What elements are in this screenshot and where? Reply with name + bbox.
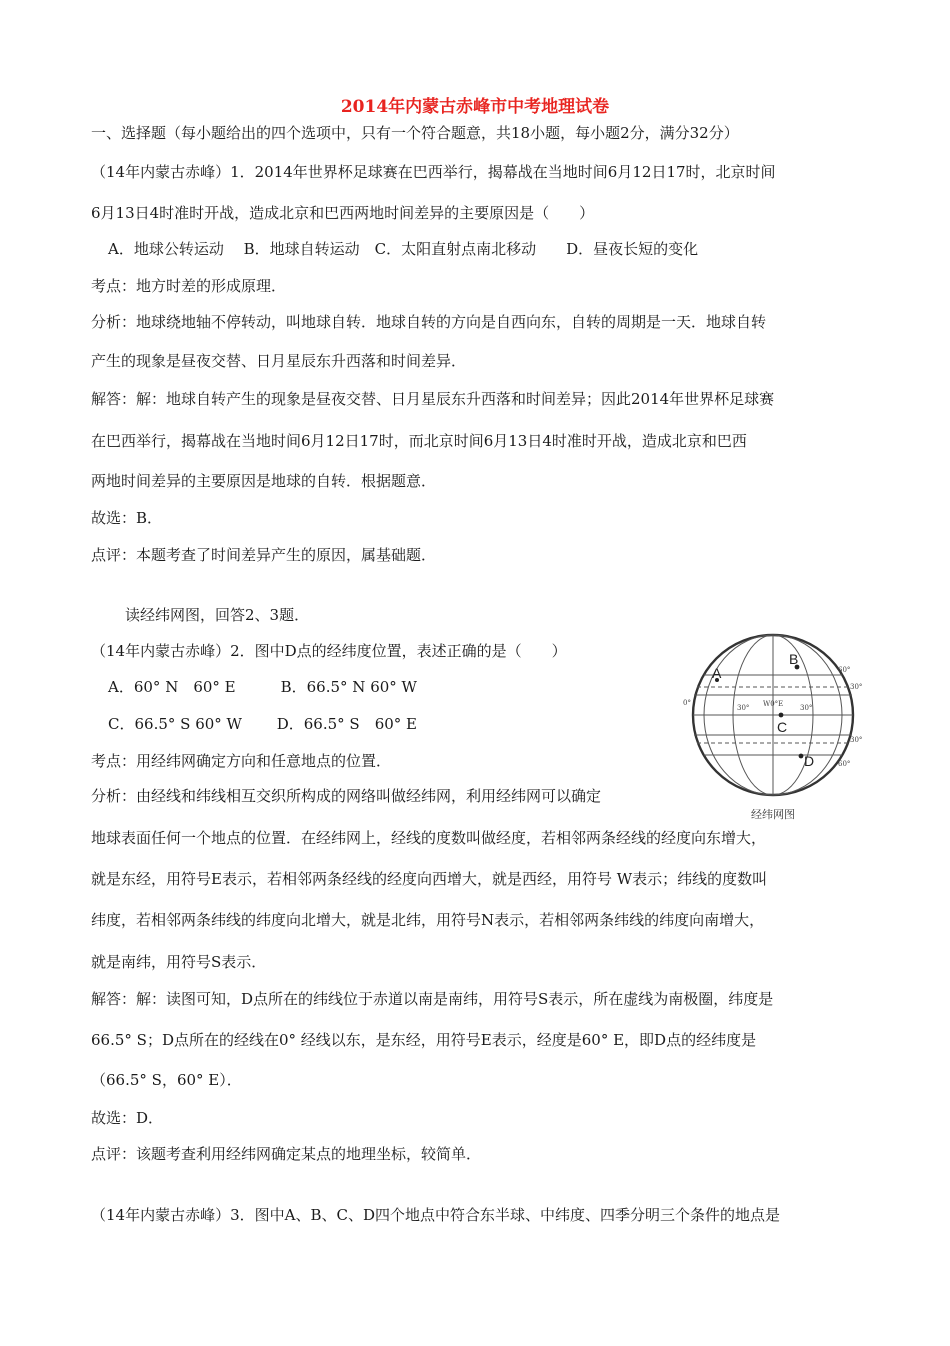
q1-analysis-line-1: 分析：地球绕地轴不停转动，叫地球自转．地球自转的方向是自西向东，自转的周期是一天．地球自转 <box>91 313 767 331</box>
q2-answer: 故选：D． <box>91 1109 164 1127</box>
lon-label-w30: 30° <box>737 704 750 712</box>
figure-caption: 经纬网图 <box>751 808 795 821</box>
graticule-globe <box>683 626 863 804</box>
q2-comment: 点评：该题考查利用经纬网确定某点的地理坐标，较简单． <box>91 1145 482 1163</box>
q2-kaodian: 考点：用经纬网确定方向和任意地点的位置． <box>91 752 392 770</box>
section-header: 一、选择题（每小题给出的四个选项中，只有一个符合题意，共18小题，每小题2分，满分32分） <box>91 124 739 142</box>
point-c-marker <box>779 713 784 718</box>
q1-stem-line-1: （14年内蒙古赤峰）1．2014年世界杯足球赛在巴西举行，揭幕战在当地时间6月12日17时，北京时间 <box>91 163 776 181</box>
q1-analysis-line-2: 产生的现象是昼夜交替、日月星辰东升西落和时间差异． <box>91 352 467 370</box>
q1-answer: 故选：B． <box>91 509 163 527</box>
lat-label-n60: 60° <box>838 666 851 674</box>
lon-label-e30: 30° <box>800 704 813 712</box>
point-a-label: A <box>712 665 722 681</box>
q1-stem-line-2: 6月13日4时准时开战，造成北京和巴西两地时间差异的主要原因是（ ） <box>91 204 595 222</box>
lat-label-n30: 30° <box>850 683 863 691</box>
q1-comment: 点评：本题考查了时间差异产生的原因，属基础题． <box>91 546 437 564</box>
q1-solution-line-2: 在巴西举行，揭幕战在当地时间6月12日17时，而北京时间6月13日4时准时开战，造成北京和巴西 <box>91 432 747 450</box>
point-c-label: C <box>777 719 788 735</box>
q2-analysis-line-1: 分析：由经线和纬线相互交织所构成的网络叫做经纬网，利用经纬网可以确定 <box>91 787 602 805</box>
q2-solution-line-1: 解答：解：读图可知，D点所在的纬线位于赤道以南是南纬，用符号S表示，所在虚线为南极圈，纬度是 <box>91 990 774 1008</box>
q2-analysis-line-2: 地球表面任何一个地点的位置．在经纬网上，经线的度数叫做经度，若相邻两条经线的经度向东增大， <box>91 829 767 847</box>
lon-label-center: W0°E <box>763 700 784 708</box>
q3-stem: （14年内蒙古赤峰）3．图中A、B、C、D四个地点中符合东半球、中纬度、四季分明三个条件的地点是 <box>91 1206 780 1224</box>
q2-3-intro: 读经纬网图，回答2、3题． <box>125 606 310 624</box>
q2-analysis-line-3: 就是东经，用符号E表示，若相邻两条经线的经度向西增大，就是西经，用符号 W表示；纬线的度数叫 <box>91 870 768 888</box>
q2-solution-line-2: 66.5° S；D点所在的经线在0° 经线以东，是东经，用符号E表示，经度是60° E，即D点的经纬度是 <box>91 1031 757 1049</box>
q2-solution-line-3: （66.5° S，60° E）． <box>91 1071 242 1089</box>
q2-analysis-line-4: 纬度，若相邻两条纬线的纬度向北增大，就是北纬，用符号N表示，若相邻两条纬线的纬度向南增大， <box>91 911 765 929</box>
q1-kaodian: 考点：地方时差的形成原理． <box>91 277 287 295</box>
point-d-marker <box>799 754 804 759</box>
q2-options-row-1: A．60° N 60° E B．66.5° N 60° W <box>108 678 417 696</box>
lat-label-s60: 60° <box>838 760 851 768</box>
point-b-label: B <box>789 651 799 667</box>
page-title: 2014年内蒙古赤峰市中考地理试卷 <box>340 97 610 117</box>
q1-solution-line-3: 两地时间差异的主要原因是地球的自转．根据题意． <box>91 472 437 490</box>
q2-stem: （14年内蒙古赤峰）2．图中D点的经纬度位置，表述正确的是（ ） <box>91 642 567 660</box>
q2-options-row-2: C．66.5° S 60° W D．66.5° S 60° E <box>108 715 418 733</box>
lat-label-s30: 30° <box>850 736 863 744</box>
q1-solution-line-1: 解答：解：地球自转产生的现象是昼夜交替、日月星辰东升西落和时间差异；因此2014年世界杯足球赛 <box>91 390 775 408</box>
q2-analysis-line-5: 就是南纬，用符号S表示． <box>91 953 267 971</box>
point-d-label: D <box>804 753 815 769</box>
lat-label-eq: 0° <box>683 699 691 707</box>
q1-options: A．地球公转运动 B．地球自转运动 C．太阳直射点南北移动 D．昼夜长短的变化 <box>108 240 699 258</box>
graticule-figure <box>683 626 863 826</box>
